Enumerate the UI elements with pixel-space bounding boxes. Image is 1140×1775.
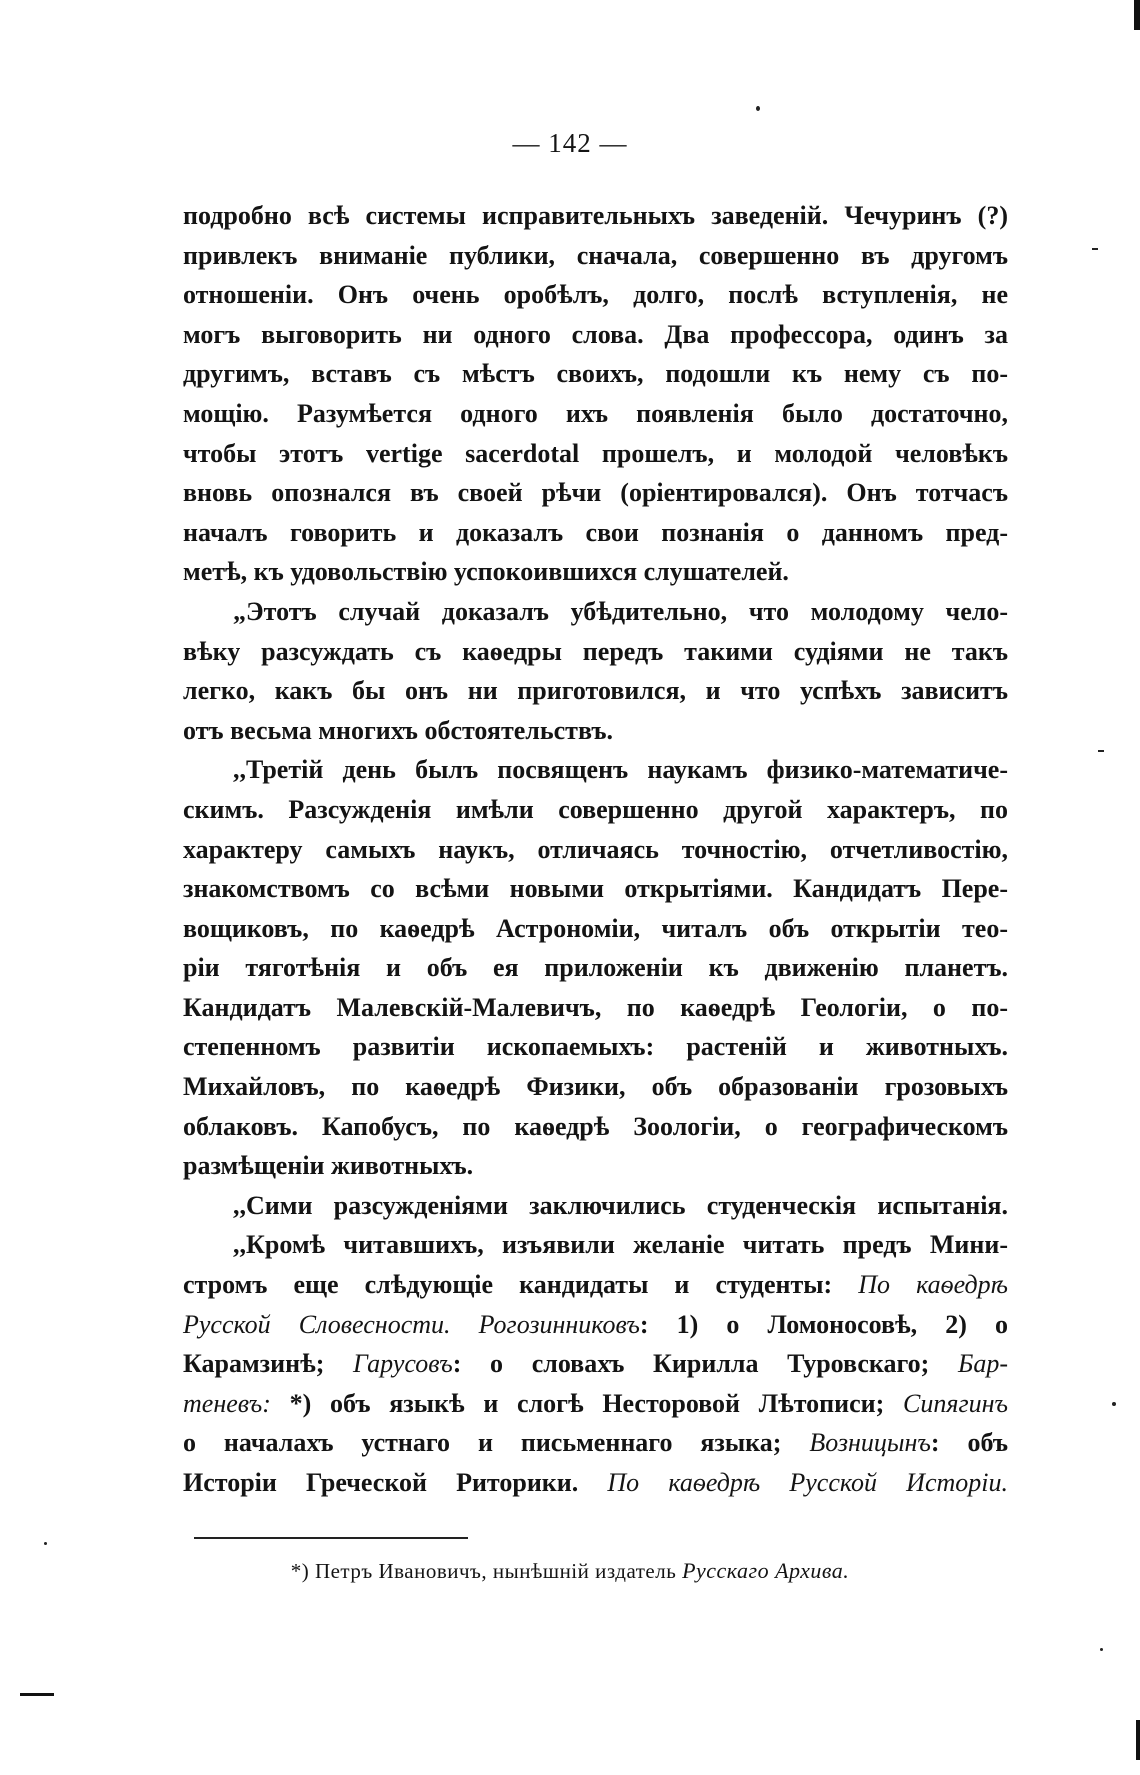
- text-line: подробно всѣ системы исправительныхъ заведеній. Чечуринъ (?): [183, 201, 1008, 230]
- text-line: вѣку разсуждать съ каѳедры передъ такими судіями не такъ: [183, 636, 1008, 666]
- text-run: стромъ еще слѣдующіе кандидаты и студенты:: [183, 1270, 859, 1300]
- scan-speck: [1098, 750, 1104, 752]
- text-run: : 1) о Ломоносовѣ, 2) о: [639, 1309, 1008, 1339]
- text-line: ,,Сими разсужденіями заключились студенческія испытанія.: [233, 1190, 1008, 1220]
- text-line: мощію. Разумѣется одного ихъ появленія было достаточно,: [183, 398, 1008, 428]
- text-line: облаковъ. Капобусъ, по каѳедрѣ Зоологіи, о географическомъ: [183, 1111, 1008, 1141]
- scan-edge-mark: [1134, 0, 1140, 30]
- footnote-divider: [194, 1537, 468, 1539]
- footnote-italic: Русскаго Архива.: [682, 1558, 850, 1583]
- footnote-text: *) Петръ Ивановичъ, нынѣшній издатель: [290, 1559, 683, 1583]
- text-line: отъ весьма многихъ обстоятельствъ.: [183, 715, 614, 745]
- text-line: вощиковъ, по каѳедрѣ Астрономіи, читалъ объ открытіи тео-: [183, 913, 1008, 943]
- text-run: Карамзинѣ;: [183, 1349, 354, 1379]
- scan-speck: [756, 106, 760, 111]
- text-run: : объ: [930, 1428, 1008, 1458]
- text-line: [183, 1344, 1008, 1384]
- text-line: скимъ. Разсужденія имѣли совершенно другой характеръ, по: [183, 794, 1008, 824]
- body-text: [183, 196, 1008, 1503]
- italic-run: Рогозинниковъ: [478, 1309, 640, 1339]
- scan-speck: [44, 1542, 47, 1545]
- text-line: [183, 1384, 1008, 1424]
- text-line: „Этотъ случай доказалъ убѣдительно, что молодому чело-: [233, 596, 1008, 626]
- text-line: метѣ, къ удовольствію успокоившихся слушателей.: [183, 557, 789, 587]
- text-run: : о словахъ Кирилла Туровскаго;: [452, 1349, 958, 1379]
- text-line: ріи тяготѣнія и объ ея приложеніи къ движенію планетъ.: [183, 953, 1008, 983]
- italic-run: Гарусовъ: [353, 1349, 453, 1379]
- italic-run: По каѳедрѣ Русской Исторіи.: [607, 1468, 1008, 1497]
- text-line: легко, какъ бы онъ ни приготовился, и что успѣхъ зависитъ: [183, 676, 1008, 706]
- text-line: ,,Третій день былъ посвященъ наукамъ физико-математиче-: [233, 755, 1008, 785]
- italic-run: Сипягинъ: [903, 1388, 1008, 1418]
- text-line: [183, 1305, 1008, 1345]
- scan-speck: [1100, 1648, 1103, 1651]
- text-line: [183, 1463, 1008, 1503]
- text-line: Михайловъ, по каѳедрѣ Физики, объ образованіи грозовыхъ: [183, 1072, 1008, 1102]
- text-line: [183, 1423, 1008, 1463]
- text-line: ,,Кромѣ читавшихъ, изъявили желаніе читать предъ Мини-: [233, 1230, 1008, 1260]
- text-line: размѣщеніи животныхъ.: [183, 1151, 474, 1181]
- text-line: [183, 1265, 1008, 1305]
- text-line: началъ говорить и доказалъ свои познанія о данномъ пред-: [183, 517, 1008, 547]
- text-line: степенномъ развитіи ископаемыхъ: растеній и животныхъ.: [183, 1032, 1008, 1062]
- text-run: *) объ языкѣ и слогѣ Несторовой Лѣтописи;: [289, 1388, 904, 1418]
- italic-run: Русской Словесности.: [183, 1309, 479, 1339]
- page-number: — 142 —: [512, 128, 628, 158]
- scan-speck: [1112, 1402, 1116, 1406]
- italic-run: По каѳедрѣ: [858, 1270, 1008, 1300]
- scan-edge-mark: [20, 1693, 54, 1696]
- footnote: [0, 1558, 1140, 1584]
- text-line: привлекъ вниманіе публики, сначала, совершенно въ другомъ: [183, 240, 1008, 270]
- text-line: Кандидатъ Малевскій-Малевичъ, по каѳедрѣ Геологіи, о по-: [183, 992, 1008, 1022]
- text-line: другимъ, вставъ съ мѣстъ своихъ, подошли къ нему съ по-: [183, 359, 1008, 389]
- text-line: вновь опознался въ своей рѣчи (оріентировался). Онъ тотчасъ: [183, 478, 1008, 508]
- text-run: Исторіи Греческой Риторики.: [183, 1468, 608, 1497]
- scan-speck: [1092, 248, 1098, 250]
- italic-run: Бар-: [958, 1349, 1008, 1379]
- text-line: знакомствомъ со всѣми новыми открытіями. Кандидатъ Пере-: [183, 874, 1008, 904]
- italic-run: Возницынъ: [809, 1428, 931, 1458]
- text-line: характеру самыхъ наукъ, отличаясь точностію, отчетливостію,: [183, 834, 1008, 864]
- text-line: отношеніи. Онъ очень оробѣлъ, долго, послѣ вступленія, не: [183, 280, 1008, 310]
- text-line: чтобы этотъ vertige sacerdotal прошелъ, и молодой человѣкъ: [183, 438, 1008, 468]
- text-line: могъ выговорить ни одного слова. Два профессора, одинъ за: [183, 319, 1008, 349]
- scan-edge-mark: [1136, 1720, 1140, 1760]
- italic-run: теневъ:: [183, 1388, 290, 1418]
- text-run: о началахъ устнаго и письменнаго языка;: [183, 1428, 810, 1458]
